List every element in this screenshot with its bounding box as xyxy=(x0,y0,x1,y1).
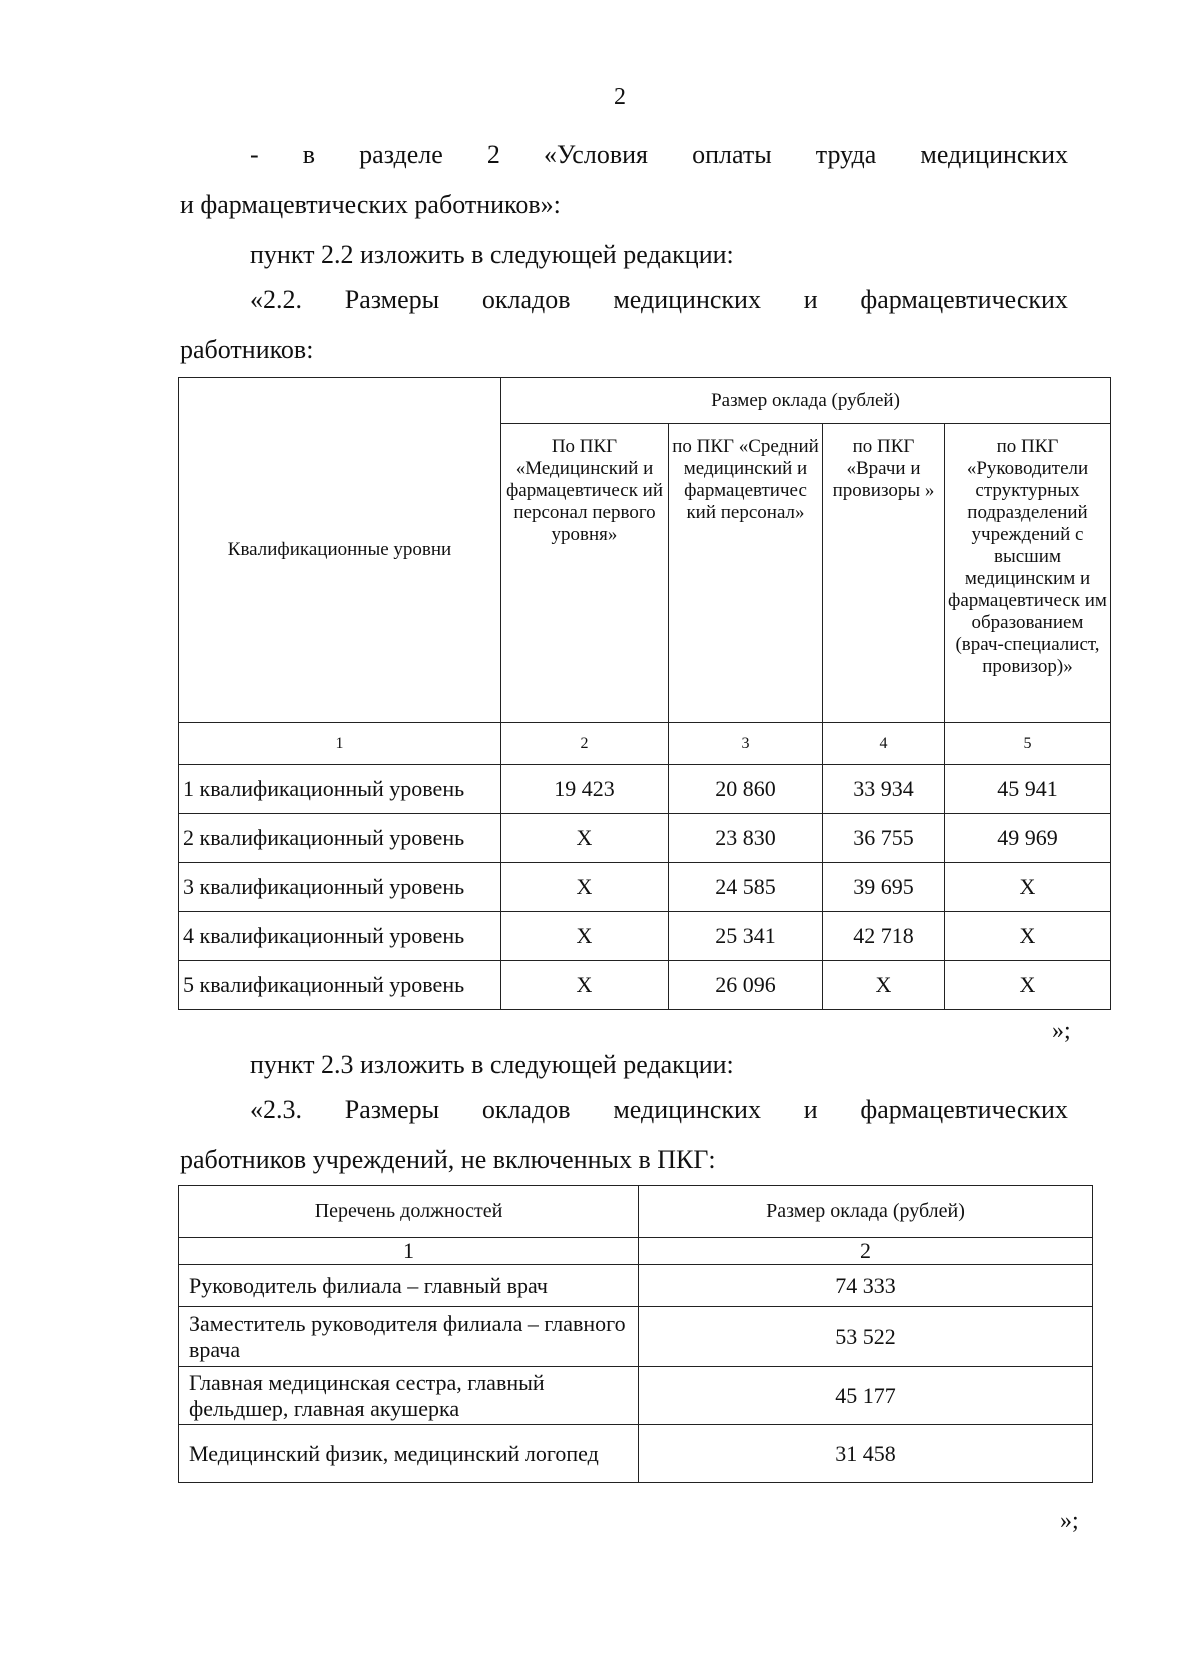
index-cell: 3 xyxy=(669,723,823,765)
sub-header: По ПКГ «Медицинский и фармацевтическ ий персонал первого уровня» xyxy=(501,424,669,723)
index-cell: 2 xyxy=(639,1238,1093,1265)
value-cell: X xyxy=(945,961,1111,1010)
para3-line2: работников: xyxy=(180,335,314,364)
value-cell: 45 941 xyxy=(945,765,1111,814)
group-header-salary: Размер оклада (рублей) xyxy=(501,378,1111,424)
table-row xyxy=(179,1425,1093,1483)
para4: пункт 2.3 изложить в следующей редакции: xyxy=(250,1050,734,1079)
salary-table-non-pkg xyxy=(178,1185,1093,1483)
word: - xyxy=(250,140,259,169)
table-row xyxy=(179,1265,1093,1307)
sub-header: по ПКГ «Средний медицинский и фармацевтичес кий персонал» xyxy=(669,424,823,723)
page-number: 2 xyxy=(614,84,626,110)
col-header-levels: Квалификационные уровни xyxy=(179,378,501,723)
sub-header: по ПКГ «Руководители структурных подразделений учреждений с высшим медицинским и фармацевтическ им образованием (врач-специалист, провизор)» xyxy=(945,424,1111,723)
word: медицинских xyxy=(613,1095,761,1124)
word: оплаты xyxy=(692,140,772,169)
word: медицинских xyxy=(920,140,1068,169)
para5-line1 xyxy=(250,1095,1068,1125)
value-cell: X xyxy=(945,912,1111,961)
level-cell: 1 квалификационный уровень xyxy=(179,765,501,814)
value-cell: 53 522 xyxy=(639,1307,1093,1367)
value-cell: X xyxy=(501,961,669,1010)
position-cell: Главная медицинская сестра, главный фельдшер, главная акушерка xyxy=(179,1367,639,1425)
value-cell: 39 695 xyxy=(823,863,945,912)
table-row xyxy=(179,765,1111,814)
index-cell: 1 xyxy=(179,723,501,765)
value-cell: X xyxy=(823,961,945,1010)
value-cell: 33 934 xyxy=(823,765,945,814)
index-cell: 4 xyxy=(823,723,945,765)
level-cell: 5 квалификационный уровень xyxy=(179,961,501,1010)
value-cell: X xyxy=(501,814,669,863)
index-cell: 5 xyxy=(945,723,1111,765)
word: окладов xyxy=(481,1095,571,1124)
para2: пункт 2.2 изложить в следующей редакции: xyxy=(250,240,734,269)
word: и xyxy=(803,1095,818,1124)
word: 2 xyxy=(486,140,500,169)
value-cell: 49 969 xyxy=(945,814,1111,863)
index-cell: 2 xyxy=(501,723,669,765)
position-cell: Заместитель руководителя филиала – главного врача xyxy=(179,1307,639,1367)
word: Размеры xyxy=(344,285,440,314)
word: и xyxy=(803,285,818,314)
col-header-positions: Перечень должностей xyxy=(179,1186,639,1238)
value-cell: 20 860 xyxy=(669,765,823,814)
level-cell: 4 квалификационный уровень xyxy=(179,912,501,961)
level-cell: 3 квалификационный уровень xyxy=(179,863,501,912)
value-cell: X xyxy=(945,863,1111,912)
value-cell: 25 341 xyxy=(669,912,823,961)
table-row xyxy=(179,863,1111,912)
value-cell: 36 755 xyxy=(823,814,945,863)
word: «Условия xyxy=(544,140,648,169)
word: в xyxy=(302,140,316,169)
word: окладов xyxy=(481,285,571,314)
level-cell: 2 квалификационный уровень xyxy=(179,814,501,863)
word: «2.3. xyxy=(250,1095,302,1124)
col-header-salary: Размер оклада (рублей) xyxy=(639,1186,1093,1238)
word: медицинских xyxy=(613,285,761,314)
table-row xyxy=(179,912,1111,961)
para1-line1 xyxy=(250,140,1068,170)
value-cell: X xyxy=(501,912,669,961)
value-cell: 26 096 xyxy=(669,961,823,1010)
sub-header: по ПКГ «Врачи и провизоры » xyxy=(823,424,945,723)
value-cell: 23 830 xyxy=(669,814,823,863)
word: разделе xyxy=(359,140,443,169)
table-row xyxy=(179,1307,1093,1367)
value-cell: X xyxy=(501,863,669,912)
para1-line2: и фармацевтических работников»: xyxy=(180,190,561,219)
word: «2.2. xyxy=(250,285,302,314)
table-row xyxy=(179,814,1111,863)
value-cell: 19 423 xyxy=(501,765,669,814)
word: фармацевтических xyxy=(860,285,1068,314)
table-row xyxy=(179,1367,1093,1425)
index-cell: 1 xyxy=(179,1238,639,1265)
value-cell: 74 333 xyxy=(639,1265,1093,1307)
word: Размеры xyxy=(344,1095,440,1124)
para3-line1 xyxy=(250,285,1068,315)
value-cell: 24 585 xyxy=(669,863,823,912)
salary-table-pkg xyxy=(178,377,1111,1010)
position-cell: Медицинский физик, медицинский логопед xyxy=(179,1425,639,1483)
value-cell: 42 718 xyxy=(823,912,945,961)
table-row xyxy=(179,961,1111,1010)
closing-quote: »; xyxy=(1052,1018,1071,1044)
position-cell: Руководитель филиала – главный врач xyxy=(179,1265,639,1307)
para5-line2: работников учреждений, не включенных в ПКГ: xyxy=(180,1145,716,1174)
value-cell: 31 458 xyxy=(639,1425,1093,1483)
value-cell: 45 177 xyxy=(639,1367,1093,1425)
word: труда xyxy=(815,140,877,169)
word: фармацевтических xyxy=(860,1095,1068,1124)
closing-quote: »; xyxy=(1060,1508,1079,1534)
